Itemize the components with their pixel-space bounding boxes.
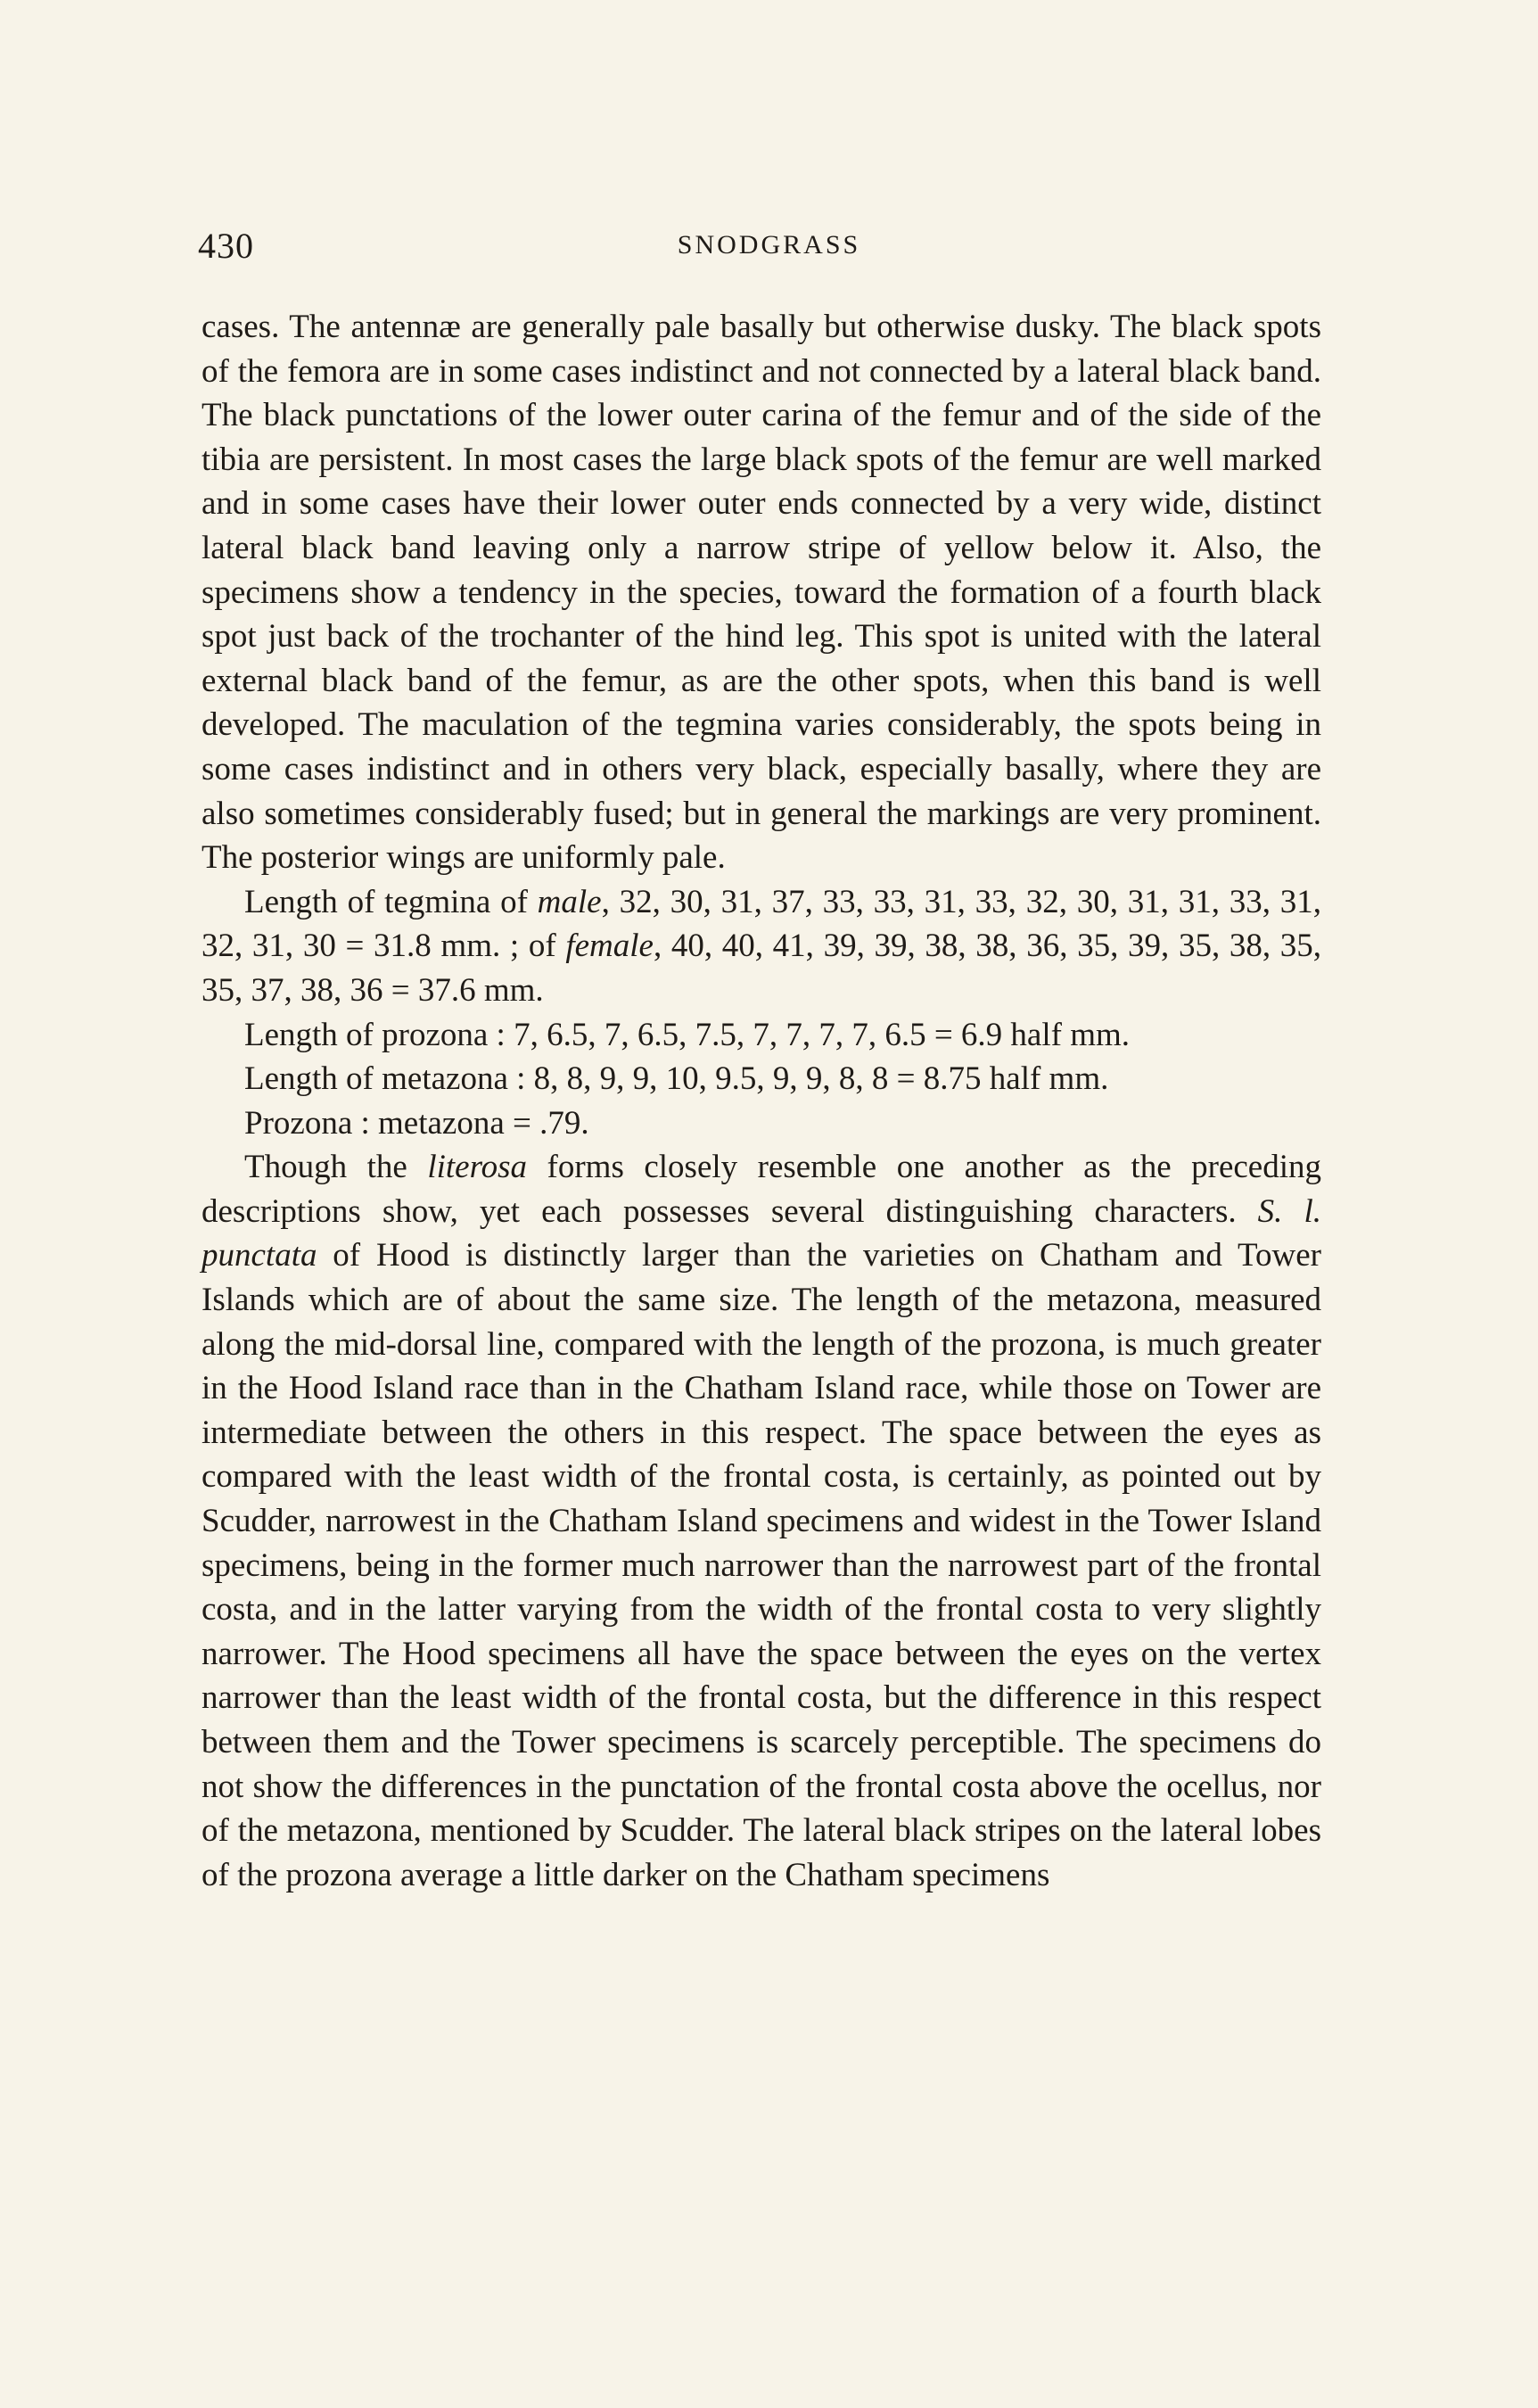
male-values: , 32, 30, 31, 37, 33, 33, 31, 33, 32, 30, 31, 31, 33, 31, 32, 31, 30 = 31.8 mm. ; of [202,883,1321,965]
comparison-part3: of Hood is distinctly larger than the varieties on Chatham and Tower Islands which are of about the same size. The length of the metazona, measured along the mid-dorsal line, compared with the length of the prozona, is much greater in the Hood Island race than in the Chatham Island race, while those on Tower are intermediate between the others in this respect. The space between the eyes as compared with the least width of the frontal costa, is certainly, as pointed out by Scudder, narrowest in the Chatham Island specimens and widest in the Tower Island specimens, being in the former much narrower than the narrowest part of the frontal costa, and in the latter varying from the width of the frontal costa to very slightly narrower. The Hood specimens all have the space between the eyes on the vertex narrower than the least width of the frontal costa, but the difference in this respect between them and the Tower specimens is scarcely perceptible. The specimens do not show the differences in the punctation of the frontal costa above the ocellus, nor of the metazona, mentioned by Scudder. The lateral black stripes on the lateral lobes of the prozona average a little darker on the Chatham specimens [202,1237,1321,1893]
metazona-measurements: Length of metazona : 8, 8, 9, 9, 10, 9.5, 9, 9, 8, 8 = 8.75 half mm. [244,1060,1109,1098]
prozona-metazona-ratio: Prozona : metazona = .79. [244,1104,589,1142]
page-number: 430 [198,226,254,266]
literosa-term: literosa [427,1149,528,1186]
body-text [202,305,1321,1897]
tegmina-prefix: Length of tegmina of [244,883,538,920]
running-head: SNODGRASS [677,230,861,260]
punctata-term: S. l. punctata [202,1192,1321,1274]
comparison-part2: forms closely resemble one another as the preceding descriptions show, yet each possesses several distinguishing characters. [202,1149,1321,1230]
prozona-measurements: Length of prozona : 7, 6.5, 7, 6.5, 7.5, 7, 7, 7, 7, 6.5 = 6.9 half mm. [244,1016,1131,1053]
male-label: male [537,883,602,920]
paragraph-maculation: cases. The antennæ are generally pale basally but otherwise dusky. The black spots of the femora are in some cases indistinct and not connected by a lateral black band. The black punctations of the lower outer carina of the femur and of the side of the tibia are persistent. In most cases the large black spots of the femur are well marked and in some cases have their lower outer ends connected by a very wide, distinct lateral black band leaving only a narrow stripe of yellow below it. Also, the specimens show a tendency in the species, toward the formation of a fourth black spot just back of the trochanter of the hind leg. This spot is united with the lateral external black band of the femur, as are the other spots, when this band is well developed. The maculation of the tegmina varies considerably, the spots being in some cases indistinct and in others very black, especially basally, where they are also sometimes considerably fused; but in general the markings are very prominent. The posterior wings are uniformly pale. [202,309,1321,877]
female-values: , 40, 40, 41, 39, 39, 38, 38, 36, 35, 39, 35, 38, 35, 35, 37, 38, 36 = 37.6 mm. [202,928,1322,1009]
paragraph-comparison [202,1145,1321,1897]
comparison-part1: Though the [244,1149,428,1186]
female-label: female [565,928,654,965]
tegmina-measurements [202,880,1321,1013]
